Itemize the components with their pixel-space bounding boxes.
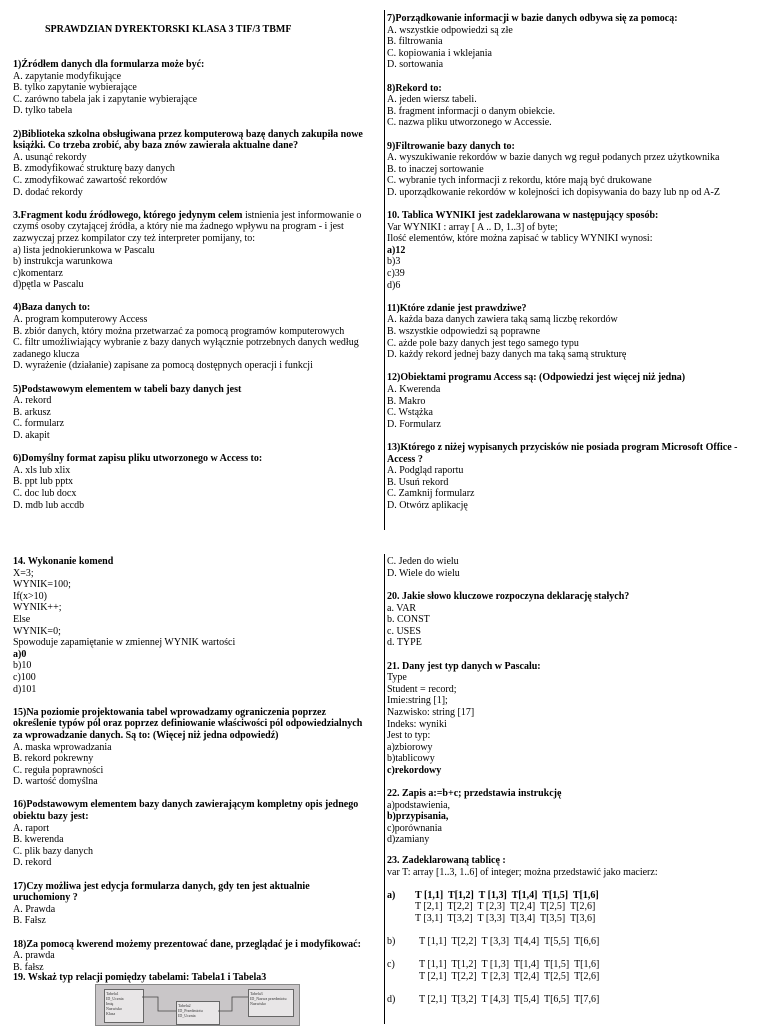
p1l-question-1 [13,59,365,117]
p1r-question-3 [387,141,759,199]
table-field: ID_Przedmiotu [178,1008,203,1013]
p1l-question-2 [13,129,365,199]
page2-left-column [13,556,365,985]
array-declaration: var T: array [1..3, 1..6] of integer; można przedstawić jako macierz: [387,866,658,878]
relationship-lines [96,985,299,1025]
answer-option: Nazwisko: string [17] [387,706,475,718]
answer-option: A. jeden wiersz tabeli. [387,94,477,106]
table3-title: Tabela3 [250,991,263,996]
question-prompt: 13)Którego z niżej wypisanych przycisków nie posiada program Microsoft Office - Access ? [387,441,738,465]
answer-option: A. prawda [13,950,55,962]
p1l-question-6 [13,453,365,511]
answer-option: c)porównania [387,822,442,834]
answer-option: A. wyszukiwanie rekordów w bazie danych wg reguł podanych przez użytkownika [387,152,720,164]
question-text [387,372,759,384]
p2l-question-5 [13,939,365,974]
answer-option: C. nazwa pliku utworzonego w Accessie. [387,117,552,129]
question-text [13,556,365,568]
page2-right-top [387,556,759,579]
p1r-question-6 [387,372,759,430]
p1r-question-7 [387,442,759,512]
answer-option: b)tablicowy [387,753,435,765]
answer-option: A. program komputerowy Access [13,314,148,326]
question-text [13,129,365,152]
answer-option: A. maska wprowadzania [13,741,112,753]
answer-option: Indeks: wyniki [387,718,447,730]
p2l-question-4 [13,881,365,927]
question-23 [387,855,759,1017]
question-19-number: 19 [13,972,23,983]
question-prompt: 17)Czy możliwa jest edycja formularza danych, gdy ten jest aktualnie uruchomiony ? [13,880,310,904]
answer-option: B. tylko zapytanie wybierające [13,82,137,94]
p2l-question-1 [13,556,365,695]
answer-option: D. mdb lub accdb [13,499,85,511]
table2-title: Tabela2 [178,1003,191,1008]
answer-option: C. filtr umożliwiający wybranie z bazy danych wyłącznie potrzebnych danych według zadanego klucza [13,337,359,360]
question-prompt: 9)Filtrowanie bazy danych to: [387,140,515,152]
answer-option: B. kwerenda [13,834,64,846]
answer-option: WYNIK=100; [13,579,71,591]
question-prompt-continuation: istnienia jest informowanie o czymś osoby czytającej źródła, a który nie ma żadnego wpływu na program - i jest zazwyczaj przez kompilator czy też interpreter pomijany, to: [13,209,362,244]
matrix-option [387,959,759,982]
p2r-question-2 [387,661,759,777]
question-prompt: 14. Wykonanie komend [13,556,114,567]
question-text [387,788,759,800]
question-prompt: 5)Podstawowym elementem w tabeli bazy danych jest [13,383,242,395]
question-19-text: . Wskaż typ relacji pomiędzy tabelami: Tabela1 i Tabela3 [23,972,267,983]
question-text [13,302,365,314]
answer-option: c)rekordowy [387,764,442,776]
answer-option: B. fałsz [13,961,44,973]
question-text [13,453,365,465]
question-text [387,83,759,95]
spacer [387,878,759,890]
p2r-question-3 [387,788,759,846]
p1l-question-5 [13,384,365,442]
answer-option: c)100 [13,671,36,683]
answer-option: a)12 [387,244,406,256]
answer-option: B. zbiór danych, który można przetwarzać za pomocą programów komputerowych [13,325,345,337]
question-prompt: 10. Tablica WYNIKI jest zadeklarowana w następujący sposób: [387,210,659,222]
answer-option: Student = record; [387,683,457,695]
table1-title: Tabela1 [106,991,119,996]
option-label: c) [387,959,395,971]
answer-option: d)6 [387,279,401,291]
answer-option: A. zapytanie modyfikujące [13,70,122,82]
page1-right-column [387,13,759,523]
document-title: SPRAWDZIAN DYREKTORSKI KLASA 3 TIF/3 TBMF [45,24,292,35]
matrix-row: T [1,1] T[2,2] T [3,3] T[4,4] T[5,5] T[6,6] [419,936,600,948]
question-prompt: 11)Które zdanie jest prawdziwe? [387,302,527,314]
answer-option: a)zbiorowy [387,741,433,753]
answer-option: d)101 [13,683,37,695]
question-prompt: 4)Baza danych to: [13,302,91,314]
question-text [387,210,759,222]
question-text [387,303,759,315]
question-prompt: 6)Domyślny format zapisu pliku utworzonego w Access to: [13,453,263,465]
question-text [387,141,759,153]
answer-option: C. plik bazy danych [13,845,93,857]
question-text [387,591,759,603]
answer-option: B. wszystkie odpowiedzi są poprawne [387,326,541,338]
page2-right-column [387,591,759,858]
question-prompt: 12)Obiektami programu Access są: (Odpowiedzi jest więcej niż jedna) [387,372,686,384]
question-text [13,881,365,904]
answer-option: A. rekord [13,395,52,407]
answer-option: Ilość elementów, które można zapisać w tablicy WYNIKI wynosi: [387,233,653,245]
p1r-question-1 [387,13,759,71]
question-text [13,59,365,71]
answer-option: A. Prawda [13,903,56,915]
answer-option: Else [13,613,31,625]
answer-option: B. filtrowania [387,36,443,48]
question-prompt: 1)Źródłem danych dla formularza może być: [13,59,205,70]
answer-option: a)0 [13,648,27,660]
question-prompt: 16)Podstawowym elementem bazy danych zawierającym kompletny opis jednego obiektu bazy jest: [13,799,359,823]
question-text [13,799,365,822]
answer-option: WYNIK=0; [13,625,61,637]
answer-option: c)39 [387,268,405,280]
answer-option: C. Zamknij formularz [387,488,475,500]
question-prompt: 20. Jakie słowo kluczowe rozpoczyna deklarację stałych? [387,591,630,602]
answer-option: B. rekord pokrewny [13,753,94,765]
answer-option: D. wyrażenie (działanie) zapisane za pomocą dostępnych operacji i funkcji [13,360,313,372]
question-19 [13,972,365,984]
answer-option: D. uporządkowanie rekordów w kolejności ich dopisywania do bazy lub np od A-Z [387,186,720,198]
question-text [387,661,759,673]
table-field: Nazwisko [106,1006,122,1011]
matrix-rows [419,936,759,948]
answer-option: C. doc lub docx [13,487,77,499]
answer-option: B. arkusz [13,406,51,418]
answer-option: D. sortowania [387,59,444,71]
table-field: Nazwisko [250,1001,266,1006]
answer-option: C. formularz [13,418,65,430]
answer-option: b. CONST [387,614,430,626]
matrix-row: T [1,1] T[1,2] T [1,3] T[1,4] T[1,5] T[1,6] [419,959,600,971]
question-prompt: 7)Porządkowanie informacji w bazie danych odbywa się za pomocą: [387,13,678,24]
matrix-row: T [3,1] T[3,2] T [3,3] T[3,4] T[3,5] T[3,6] [415,912,596,924]
p1l-question-4 [13,302,365,372]
answer-option: C. zmodyfikować zawartość rekordów [13,174,168,186]
p2r-question-1 [387,591,759,649]
answer-option: C. wybranie tych informacji z rekordu, które mają być drukowane [387,175,652,187]
p1r-question-4 [387,210,759,291]
p2l-question-3 [13,799,365,869]
p1r-question-5 [387,303,759,361]
answer-option: D. Wiele do wielu [387,567,460,579]
table-field: ID_Ucznia [106,996,124,1001]
answer-option: C. Jeden do wielu [387,556,459,567]
p1l-question-3 [13,210,365,291]
matrix-row: T [1,1] T[1,2] T [1,3] T[1,4] T[1,5] T[1,6] [415,889,599,901]
answer-option: a. VAR [387,602,417,614]
question-text [13,939,365,951]
option-label: b) [387,936,396,948]
answer-option: C. reguła poprawności [13,764,104,776]
question-text [13,210,365,245]
answer-option: A. Kwerenda [387,384,441,395]
option-label: a) [387,889,396,901]
answer-option: C. ażde pole bazy danych jest tego samego typu [387,337,579,349]
answer-option: B. zmodyfikować strukturę bazy danych [13,163,175,175]
matrix-rows [419,994,759,1006]
question-text [13,384,365,396]
p2l-question-2 [13,707,365,788]
answer-option: B. fragment informacji o danym obiekcie. [387,105,556,117]
answer-option: a) lista jednokierunkowa w Pascalu [13,244,155,256]
question-prompt: 22. Zapis a:=b+c; przedstawia instrukcję [387,788,562,800]
matrix-row: T [2,1] T[2,2] T [2,3] T[2,4] T[2,5] T[2,6] [419,970,600,982]
answer-option: A. xls lub xlix [13,464,71,476]
answer-option: B. Makro [387,395,426,407]
answer-option: D. Formularz [387,418,441,430]
answer-option: D. rekord [13,857,52,869]
table-field: ID_Ucznia [178,1013,196,1018]
answer-option: d)zamiany [387,834,430,846]
answer-option: If(x>10) [13,590,47,602]
answer-option: WYNIK++; [13,602,62,614]
answer-option: b)3 [387,256,401,268]
relationship-diagram-image [95,984,300,1026]
question-prompt: 8)Rekord to: [387,82,442,94]
matrix-option [387,890,759,925]
answer-option: b)przypisania, [387,811,449,823]
answer-option: a)podstawienia, [387,799,451,811]
question-prompt: 3.Fragment kodu źródłowego, którego jedynym celem [13,209,243,221]
matrix-row: T [2,1] T[2,2] T [2,3] T[2,4] T[2,5] T[2,6] [415,901,596,913]
answer-option: B. Fałsz [13,915,46,927]
answer-option: D. Otwórz aplikację [387,499,468,511]
answer-option: D. tylko tabela [13,105,73,117]
p1r-question-2 [387,83,759,129]
answer-option: X=3; [13,567,34,579]
question-prompt: 15)Na poziomie projektowania tabel wprowadzamy ograniczenia poprzez określenie typów pól oraz poprzez definiowanie właściwości pól odpowiedzialnych za wprowadzanie danych. Są to: (Więcej niż jedna odpowiedź) [13,706,363,741]
matrix-row: T [2,1] T[3,2] T [4,3] T[5,4] T[6,5] T[7,6] [419,994,600,1006]
page2-column-divider [384,554,385,1024]
option-label: d) [387,994,396,1006]
question-text [387,13,759,25]
table-field: ID_Nazwa przedmiotu [250,996,287,1001]
answer-option: b)10 [13,660,32,672]
answer-option: D. dodać rekordy [13,186,83,198]
answer-option: A. usunąć rekordy [13,151,87,163]
answer-option: A. raport [13,822,50,834]
table-field: Klasa [106,1011,116,1016]
answer-option: d. TYPE [387,637,422,649]
answer-option: D. wartość domyślna [13,776,98,788]
answer-option: d)pętla w Pascalu [13,279,84,291]
answer-option: A. wszystkie odpowiedzi są złe [387,24,513,36]
answer-option: Var WYNIKI : array [ A .. D, 1..3] of byte; [387,221,558,233]
answer-option: Type [387,672,407,684]
answer-option: B. to inaczej sortowanie [387,163,484,175]
matrix-option [387,936,759,948]
answer-option: b) instrukcja warunkowa [13,256,113,268]
answer-option: C. zarówno tabela jak i zapytanie wybierające [13,93,198,105]
page1-column-divider [384,10,385,530]
answer-option: B. ppt lub pptx [13,476,74,488]
question-prompt: 18)Za pomocą kwerend możemy prezentować dane, przeglądać je i modyfikować: [13,938,361,950]
answer-option: D. akapit [13,430,50,441]
answer-option: c)komentarz [13,267,63,279]
question-text [13,707,365,742]
matrix-option [387,994,759,1006]
question-prompt: 23. Zadeklarowaną tablicę : [387,855,506,866]
answer-option: c. USES [387,625,421,637]
answer-option: Imie:string [1]; [387,695,448,707]
answer-option: B. Usuń rekord [387,476,449,488]
question-prompt: 21. Dany jest typ danych w Pascalu: [387,660,541,672]
answer-option: A. Podgląd raportu [387,465,464,477]
answer-option: C. Wstążka [387,407,433,419]
answer-option: C. kopiowania i wklejania [387,47,492,59]
answer-option: Jest to typ: [387,730,431,742]
answer-option: A. każda baza danych zawiera taką samą liczbę rekordów [387,314,618,326]
matrix-rows [419,959,759,982]
answer-option: D. każdy rekord jednej bazy danych ma taką samą strukturę [387,349,627,361]
answer-option: Spowoduje zapamiętanie w zmiennej WYNIK wartości [13,637,236,649]
question-text [387,442,759,465]
matrix-rows [415,890,759,925]
page1-left-column [13,59,365,523]
table-field: Imię [106,1001,114,1006]
question-prompt: 2)Biblioteka szkolna obsługiwana przez komputerową bazę danych zakupiła nowe książki. Co trzeba zrobić, aby baza znów zawierała aktualne dane? [13,128,363,152]
